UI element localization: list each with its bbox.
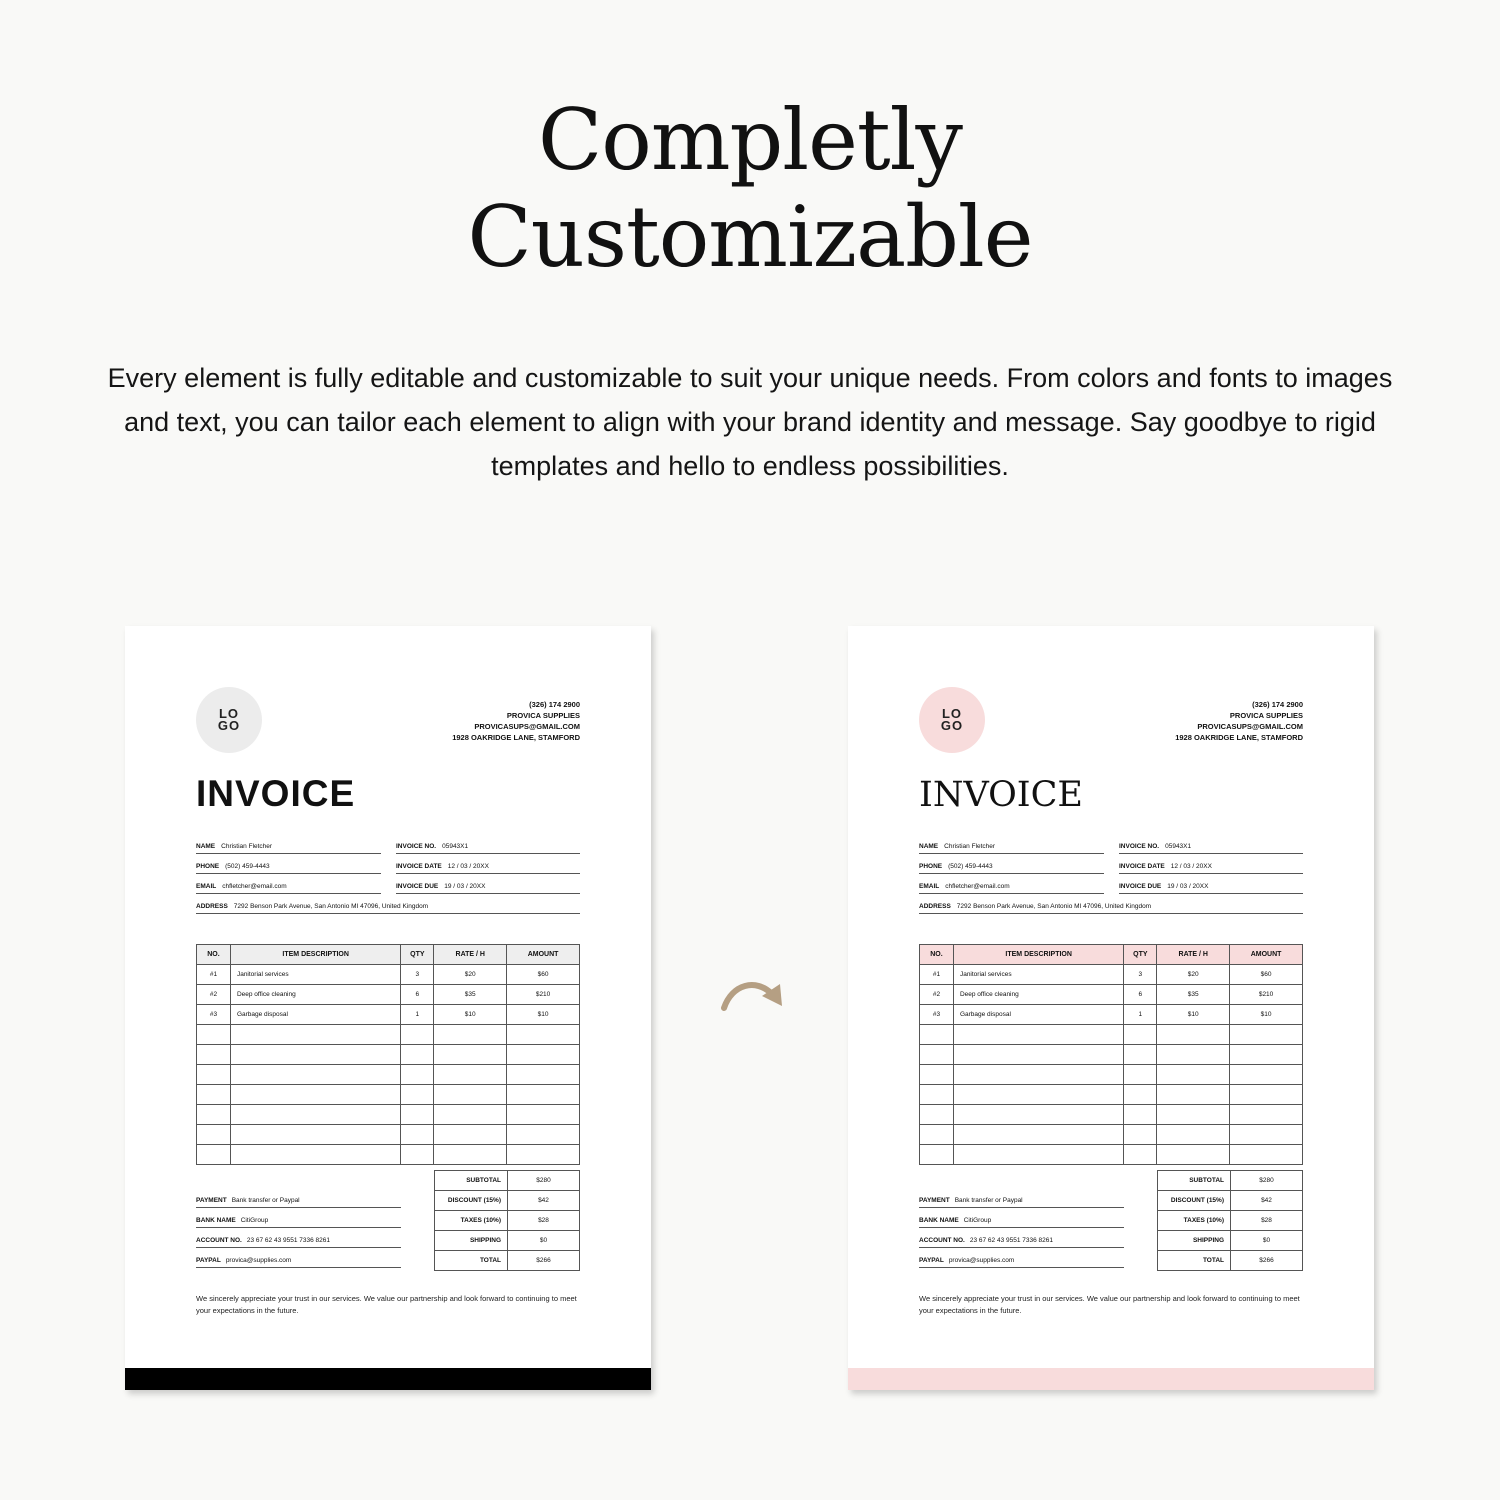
company-address: 1928 OAKRIDGE LANE, STAMFORD [452, 733, 580, 742]
total-label: TOTAL [435, 1251, 508, 1271]
logo-text-top: LO [218, 706, 240, 721]
invoice-due-value: 19 / 03 / 20XX [1167, 883, 1209, 890]
invoice-title: INVOICE [919, 775, 1083, 815]
total-value: $266 [508, 1251, 580, 1271]
footer-bar [125, 1368, 651, 1390]
empty-row [920, 1105, 1303, 1125]
invoice-no-field [396, 842, 580, 854]
totals-row [1158, 1211, 1303, 1231]
empty-row [920, 1025, 1303, 1045]
invoice-date-field [396, 862, 580, 874]
invoice-no-label: INVOICE NO. [1119, 843, 1160, 850]
item-amount: $10 [507, 1005, 580, 1025]
item-no: #3 [920, 1005, 954, 1025]
subtotal-label: SUBTOTAL [1158, 1171, 1231, 1191]
column-header-qty: QTY [401, 945, 434, 965]
item-description: Deep office cleaning [953, 985, 1123, 1005]
invoice-page-pink [848, 626, 1374, 1390]
phone-value: (502) 459-4443 [225, 863, 270, 870]
empty-row [920, 1065, 1303, 1085]
item-description: Janitorial services [230, 965, 400, 985]
column-header-qty: QTY [1124, 945, 1157, 965]
item-no: #2 [197, 985, 231, 1005]
empty-row [197, 1105, 580, 1125]
address-label: ADDRESS [919, 903, 951, 910]
taxes-label: TAXES (10%) [1158, 1211, 1231, 1231]
email-field [919, 882, 1104, 894]
address-field [919, 902, 1303, 914]
totals-table [434, 1170, 580, 1271]
payment-field [919, 1196, 1124, 1208]
thank-you-note: We sincerely appreciate your trust in our services. We value our partnership and look forward to continuing to meet your expectations in the future. [919, 1294, 1300, 1315]
item-description: Janitorial services [953, 965, 1123, 985]
invoice-date-value: 12 / 03 / 20XX [447, 863, 489, 870]
invoice-no-value: 05943X1 [1165, 843, 1192, 850]
discount-value: $42 [508, 1191, 580, 1211]
table-row [197, 965, 580, 985]
items-table [196, 944, 580, 1165]
account-no-label: ACCOUNT NO. [919, 1237, 965, 1244]
paypal-value: provica@supplies.com [225, 1257, 292, 1264]
empty-row [197, 1045, 580, 1065]
logo-placeholder [919, 687, 985, 753]
headline [0, 92, 1500, 286]
column-header-description: ITEM DESCRIPTION [230, 945, 400, 965]
invoice-due-label: INVOICE DUE [396, 883, 439, 890]
logo-text-bottom: GO [940, 718, 964, 733]
bank-name-field [919, 1216, 1124, 1228]
company-email: PROVICASUPS@GMAIL.COM [474, 722, 580, 731]
invoice-no-value: 05943X1 [442, 843, 469, 850]
empty-row [920, 1145, 1303, 1165]
table-row [197, 985, 580, 1005]
items-table [919, 944, 1303, 1165]
empty-row [920, 1085, 1303, 1105]
invoice-due-value: 19 / 03 / 20XX [444, 883, 486, 890]
empty-row [197, 1125, 580, 1145]
item-qty: 1 [401, 1005, 434, 1025]
item-rate: $35 [1157, 985, 1230, 1005]
invoice-due-label: INVOICE DUE [1119, 883, 1162, 890]
shipping-value: $0 [1231, 1231, 1303, 1251]
empty-row [197, 1065, 580, 1085]
phone-field [919, 862, 1104, 874]
logo-text-top: LO [941, 706, 963, 721]
item-rate: $35 [434, 985, 507, 1005]
items-header-row [197, 945, 580, 965]
account-no-field [196, 1236, 401, 1248]
invoice-page-black [125, 626, 651, 1390]
item-rate: $10 [1157, 1005, 1230, 1025]
shipping-label: SHIPPING [435, 1231, 508, 1251]
curved-arrow-right-icon [718, 972, 788, 1016]
item-qty: 1 [1124, 1005, 1157, 1025]
name-label: NAME [919, 843, 939, 850]
address-value: 7292 Benson Park Avenue, San Antonio MI 47096, United Kingdom [233, 903, 429, 910]
table-row [920, 965, 1303, 985]
payment-label: PAYMENT [196, 1197, 227, 1204]
item-amount: $210 [1230, 985, 1303, 1005]
taxes-value: $28 [508, 1211, 580, 1231]
taxes-value: $28 [1231, 1211, 1303, 1231]
item-rate: $20 [1157, 965, 1230, 985]
column-header-no: NO. [920, 945, 954, 965]
name-field [919, 842, 1104, 854]
company-contact [1175, 699, 1303, 743]
item-qty: 6 [401, 985, 434, 1005]
table-row [920, 1005, 1303, 1025]
item-amount: $60 [1230, 965, 1303, 985]
phone-label: PHONE [196, 863, 220, 870]
headline-line-2: Customizable [467, 188, 1033, 286]
totals-row [435, 1211, 580, 1231]
payment-value: Bank transfer or Paypal [954, 1197, 1023, 1204]
paypal-value: provica@supplies.com [948, 1257, 1015, 1264]
address-label: ADDRESS [196, 903, 228, 910]
column-header-no: NO. [197, 945, 231, 965]
invoice-date-value: 12 / 03 / 20XX [1170, 863, 1212, 870]
item-qty: 3 [401, 965, 434, 985]
company-name: PROVICA SUPPLIES [506, 711, 580, 720]
bank-name-field [196, 1216, 401, 1228]
payment-value: Bank transfer or Paypal [231, 1197, 300, 1204]
phone-label: PHONE [919, 863, 943, 870]
item-qty: 3 [1124, 965, 1157, 985]
email-value: chfletcher@email.com [222, 883, 287, 890]
email-value: chfletcher@email.com [945, 883, 1010, 890]
empty-row [197, 1145, 580, 1165]
invoice-no-label: INVOICE NO. [396, 843, 437, 850]
address-field [196, 902, 580, 914]
item-rate: $20 [434, 965, 507, 985]
account-no-value: 23 67 62 43 9551 7336 8261 [246, 1237, 330, 1244]
invoice-date-field [1119, 862, 1303, 874]
table-row [920, 985, 1303, 1005]
bank-name-label: BANK NAME [196, 1217, 236, 1224]
email-label: EMAIL [196, 883, 217, 890]
item-description: Garbage disposal [230, 1005, 400, 1025]
item-no: #3 [197, 1005, 231, 1025]
totals-row [435, 1231, 580, 1251]
total-value: $266 [1231, 1251, 1303, 1271]
company-name: PROVICA SUPPLIES [1229, 711, 1303, 720]
taxes-label: TAXES (10%) [435, 1211, 508, 1231]
item-no: #1 [920, 965, 954, 985]
company-address: 1928 OAKRIDGE LANE, STAMFORD [1175, 733, 1303, 742]
bank-name-label: BANK NAME [919, 1217, 959, 1224]
name-label: NAME [196, 843, 216, 850]
company-phone: (326) 174 2900 [529, 700, 580, 709]
phone-field [196, 862, 381, 874]
item-no: #1 [197, 965, 231, 985]
name-value: Christian Fletcher [944, 843, 996, 850]
invoice-due-field [1119, 882, 1303, 894]
subtotal-label: SUBTOTAL [435, 1171, 508, 1191]
account-no-value: 23 67 62 43 9551 7336 8261 [969, 1237, 1053, 1244]
item-amount: $60 [507, 965, 580, 985]
discount-value: $42 [1231, 1191, 1303, 1211]
paypal-field [919, 1256, 1124, 1268]
empty-row [197, 1025, 580, 1045]
bank-name-value: CitiGroup [240, 1217, 269, 1224]
item-no: #2 [920, 985, 954, 1005]
items-header-row [920, 945, 1303, 965]
logo-placeholder [196, 687, 262, 753]
headline-line-1: Completly [538, 91, 962, 189]
phone-value: (502) 459-4443 [948, 863, 993, 870]
account-no-label: ACCOUNT NO. [196, 1237, 242, 1244]
invoice-no-field [1119, 842, 1303, 854]
empty-row [920, 1045, 1303, 1065]
email-label: EMAIL [919, 883, 940, 890]
invoice-date-label: INVOICE DATE [1119, 863, 1165, 870]
invoice-date-label: INVOICE DATE [396, 863, 442, 870]
discount-label: DISCOUNT (15%) [1158, 1191, 1231, 1211]
totals-row [1158, 1171, 1303, 1191]
name-field [196, 842, 381, 854]
empty-row [197, 1085, 580, 1105]
intro-paragraph: Every element is fully editable and customizable to suit your unique needs. From colors and fonts to images and text, you can tailor each element to align with your brand identity and message. Say goodbye to rigid templates and hello to endless possibilities. [107, 363, 1393, 481]
company-contact [452, 699, 580, 743]
totals-row [1158, 1191, 1303, 1211]
email-field [196, 882, 381, 894]
item-rate: $10 [434, 1005, 507, 1025]
invoice-due-field [396, 882, 580, 894]
item-amount: $210 [507, 985, 580, 1005]
column-header-rate: RATE / H [434, 945, 507, 965]
totals-row [1158, 1251, 1303, 1271]
account-no-field [919, 1236, 1124, 1248]
totals-row [1158, 1231, 1303, 1251]
company-email: PROVICASUPS@GMAIL.COM [1197, 722, 1303, 731]
table-row [197, 1005, 580, 1025]
address-value: 7292 Benson Park Avenue, San Antonio MI 47096, United Kingdom [956, 903, 1152, 910]
column-header-amount: AMOUNT [1230, 945, 1303, 965]
subtotal-value: $280 [508, 1171, 580, 1191]
item-description: Deep office cleaning [230, 985, 400, 1005]
empty-row [920, 1125, 1303, 1145]
bank-name-value: CitiGroup [963, 1217, 992, 1224]
payment-label: PAYMENT [919, 1197, 950, 1204]
totals-row [435, 1171, 580, 1191]
paypal-label: PAYPAL [919, 1257, 944, 1264]
logo-text-bottom: GO [217, 718, 241, 733]
company-phone: (326) 174 2900 [1252, 700, 1303, 709]
paypal-label: PAYPAL [196, 1257, 221, 1264]
payment-field [196, 1196, 401, 1208]
item-qty: 6 [1124, 985, 1157, 1005]
thank-you-note: We sincerely appreciate your trust in our services. We value our partnership and look forward to continuing to meet your expectations in the future. [196, 1294, 577, 1315]
column-header-rate: RATE / H [1157, 945, 1230, 965]
subtotal-value: $280 [1231, 1171, 1303, 1191]
column-header-amount: AMOUNT [507, 945, 580, 965]
item-description: Garbage disposal [953, 1005, 1123, 1025]
totals-row [435, 1251, 580, 1271]
discount-label: DISCOUNT (15%) [435, 1191, 508, 1211]
totals-table [1157, 1170, 1303, 1271]
paypal-field [196, 1256, 401, 1268]
total-label: TOTAL [1158, 1251, 1231, 1271]
column-header-description: ITEM DESCRIPTION [953, 945, 1123, 965]
totals-row [435, 1191, 580, 1211]
name-value: Christian Fletcher [221, 843, 273, 850]
shipping-value: $0 [508, 1231, 580, 1251]
footer-bar [848, 1368, 1374, 1390]
invoice-title: INVOICE [196, 773, 356, 814]
shipping-label: SHIPPING [1158, 1231, 1231, 1251]
item-amount: $10 [1230, 1005, 1303, 1025]
